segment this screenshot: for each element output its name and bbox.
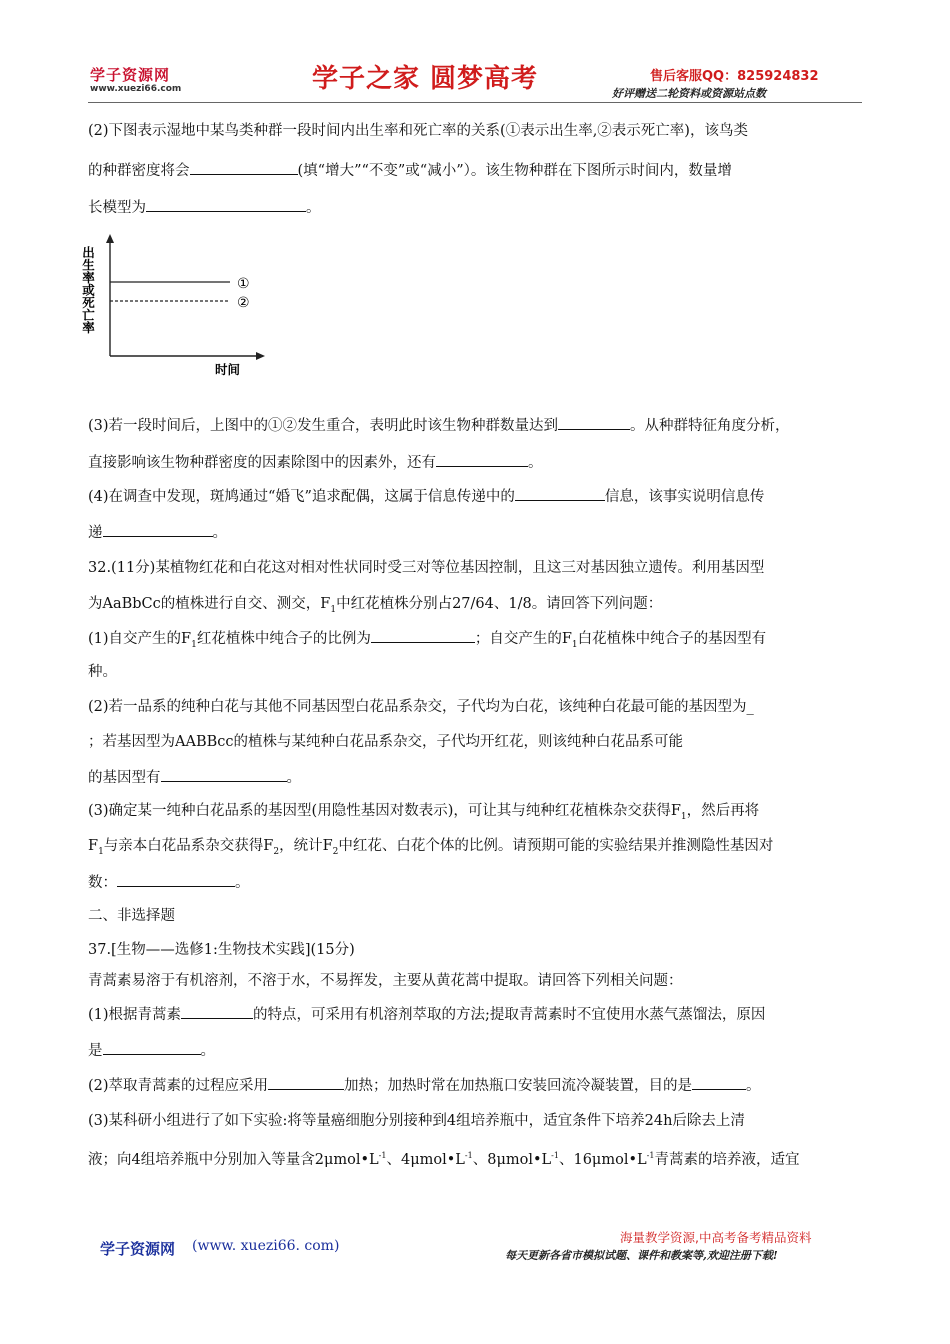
q4-line-2: 递 。 xyxy=(88,522,227,543)
q32-part-3-cont: $F_1$与亲本白花品系杂交获得$F_2$，统计$F_2$中红花、白花个体的比例。请预期可能的实验结果并推测隐性基因对 xyxy=(88,838,774,857)
q37-intro: 青蒿素易溶于有机溶剂，不溶于水，不易挥发，主要从黄花蒿中提取。请回答下列相关问题： xyxy=(88,973,683,989)
footer-url-link[interactable]: (www. xuezi66. com) xyxy=(192,1238,340,1254)
q37-part-1: (1)根据青蒿素 的特点，可采用有机溶剂萃取的方法;提取青蒿素时不宜使用水蒸气蒸馏法，原因 xyxy=(88,1004,765,1025)
q37-part-1-cont: 是 。 xyxy=(88,1040,215,1061)
footer-logo: 学子资源网 xyxy=(100,1240,176,1258)
q37-part-3: (3)某科研小组进行了如下实验:将等量癌细胞分别接种到4组培养瓶中，适宜条件下培养24h后除去上清 xyxy=(88,1113,745,1129)
series-label-death: ② xyxy=(237,295,250,311)
support-qq: 售后客服QQ：825924832 xyxy=(650,69,819,84)
site-url: www.xuezi66.com xyxy=(90,84,182,94)
answer-blank xyxy=(103,522,213,537)
q32-part-1: (1)自交产生的$F_1$红花植株中纯合子的比例为 ；自交产生的$F_1$白花植株中纯合子的基因型有 xyxy=(88,628,766,655)
answer-blank xyxy=(103,1040,201,1055)
q32-part-3: (3)确定某一纯种白花品系的基因型(用隐性基因对数表示)，可让其与纯种红花植株杂交获得$F_1$，然后再将 xyxy=(88,803,760,822)
q37-part-3-cont: 液；向4组培养瓶中分别加入等量含$2\mu mol•L^{-1}$、$4\mu mol•L^{-1}$、$8\mu mol•L^{-1}$、$16\mu mol•L^{-1}$青蒿素的培养液，适宜 xyxy=(88,1151,800,1168)
q32-part-2: (2)若一品系的纯种白花与其他不同基因型白花品系杂交，子代均为白花，该纯种白花最可能的基因型为_ xyxy=(88,699,754,715)
figure-ylabel: 出生率或死亡率 xyxy=(80,246,96,334)
q32-part-3-end: 数： 。 xyxy=(88,872,250,893)
answer-blank xyxy=(181,1004,253,1019)
q32-part-2-end: 的基因型有 。 xyxy=(88,767,301,788)
q32-intro-1: 32.(11分)某植物红花和白花这对相对性状同时受三对等位基因控制，且这三对基因独立遗传。利用基因型 xyxy=(88,560,765,576)
answer-blank xyxy=(558,415,630,430)
site-logo: 学子资源网 xyxy=(90,66,171,84)
answer-blank xyxy=(146,197,306,212)
answer-blank xyxy=(117,872,235,887)
answer-blank xyxy=(692,1075,746,1090)
header-divider xyxy=(88,102,862,103)
q2-line-1: (2)下图表示湿地中某鸟类种群一段时间内出生率和死亡率的关系(①表示出生率,②表示死亡率)，该鸟类 xyxy=(88,123,748,139)
header-slogan: 好评赠送二轮资料或资源站点数 xyxy=(612,87,766,100)
q32-intro-2: 为AaBbCc的植株进行自交、测交，$F_1$中红花植株分别占27/64、1/8。请回答下列问题： xyxy=(88,596,663,615)
answer-blank xyxy=(515,486,605,501)
footer-resources: 海量教学资源,中高考备考精品资料 xyxy=(620,1230,812,1245)
figure-xlabel: 时间 xyxy=(215,362,241,377)
q3-line-1: (3)若一段时间后，上图中的①②发生重合，表明此时该生物种群数量达到 。从种群特征角度分析， xyxy=(88,415,790,436)
q37-part-2: (2)萃取青蒿素的过程应采用 加热；加热时常在加热瓶口安装回流冷凝装置，目的是 。 xyxy=(88,1075,761,1096)
answer-blank xyxy=(161,767,287,782)
y-axis-arrow xyxy=(106,234,114,243)
q2-line-3: 长模型为 。 xyxy=(88,197,321,218)
answer-blank xyxy=(268,1075,344,1090)
q37-title: 37.[生物——选修1:生物技术实践](15分) xyxy=(88,942,355,958)
answer-blank xyxy=(436,452,528,467)
q4-line-1: (4)在调查中发现，斑鸠通过“婚飞”追求配偶，这属于信息传递中的 信息，该事实说明信息传 xyxy=(88,486,764,507)
footer-daily-update: 每天更新各省市模拟试题、课件和教案等,欢迎注册下载! xyxy=(505,1249,778,1262)
section-heading: 二、非选择题 xyxy=(88,908,175,924)
birth-death-rate-figure xyxy=(80,232,275,380)
series-label-birth: ① xyxy=(237,276,250,292)
q32-part-2-cont: ；若基因型为AABBcc的植株与某纯种白花品系杂交，子代均开红花，则该纯种白花品系可能 xyxy=(88,734,683,750)
q2-line-2: 的种群密度将会 (填“增大”“不变”或“减小”）。该生物种群在下图所示时间内，数量增 xyxy=(88,160,732,181)
answer-blank xyxy=(371,628,475,643)
x-axis-arrow xyxy=(256,352,265,360)
header-title: 学子之家 圆梦高考 xyxy=(311,64,539,94)
q3-line-2: 直接影响该生物种群密度的因素除图中的因素外，还有 。 xyxy=(88,452,543,473)
q32-part-1-cont: 种。 xyxy=(88,664,117,680)
answer-blank xyxy=(190,160,298,175)
